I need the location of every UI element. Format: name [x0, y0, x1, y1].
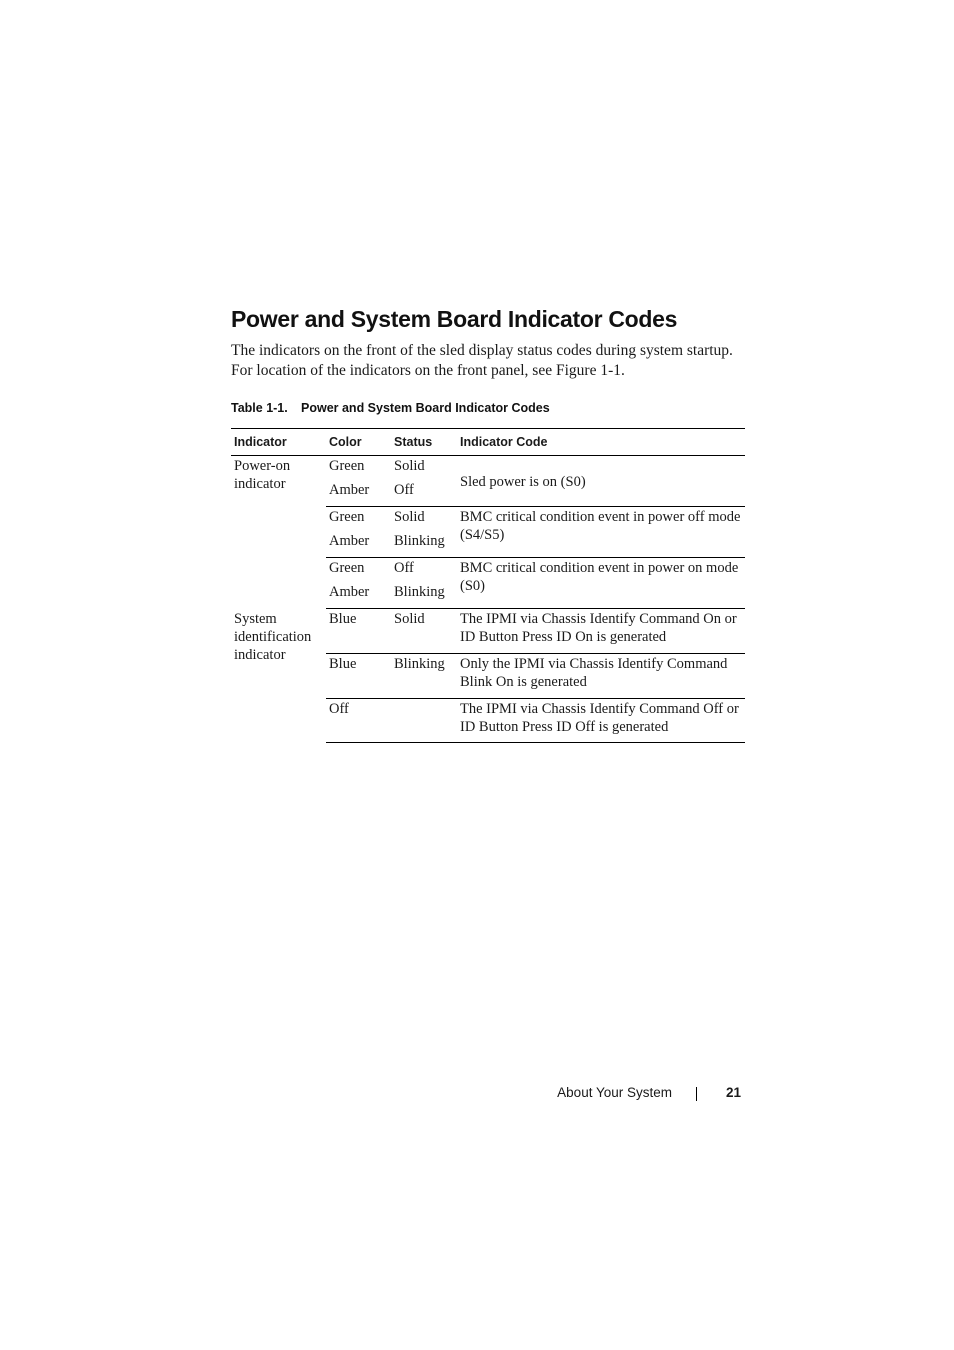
cell-indicator-code: BMC critical condition event in power off mode (S4/S5) — [457, 507, 745, 558]
cell-status: Off — [391, 558, 457, 584]
cell-color: Green — [326, 558, 391, 584]
cell-color: Blue — [326, 609, 391, 654]
cell-indicator: Power-on indicator — [234, 458, 291, 492]
page-footer — [520, 1083, 742, 1103]
header-indicator-code: Indicator Code — [457, 429, 745, 456]
intro-paragraph: The indicators on the front of the sled display status codes during system startup. For location of the indicators on the front panel, see Figure 1-1. — [231, 342, 733, 379]
cell-status: Blinking — [394, 533, 445, 549]
indicator-codes-table — [231, 428, 745, 743]
cell-color: Blue — [326, 654, 391, 699]
cell-indicator-code: The IPMI via Chassis Identify Command On or ID Button Press ID On is generated — [457, 609, 745, 654]
footer-divider — [696, 1087, 697, 1101]
table-caption-number: Table 1-1. — [231, 401, 288, 415]
cell-indicator: System identification indicator — [234, 610, 312, 663]
cell-status: Blinking — [391, 654, 457, 699]
cell-status: Off — [394, 482, 414, 498]
cell-color: Amber — [329, 584, 370, 600]
cell-color: Amber — [329, 533, 370, 549]
footer-section-title: About Your System — [557, 1085, 672, 1100]
table-row — [231, 609, 745, 654]
cell-status: Solid — [391, 609, 457, 654]
cell-indicator-code: Only the IPMI via Chassis Identify Command Blink On is generated — [457, 654, 745, 699]
cell-status: Solid — [391, 507, 457, 533]
table-caption — [231, 399, 550, 417]
cell-indicator-code: Sled power is on (S0) — [460, 473, 586, 490]
cell-color: Amber — [329, 482, 370, 498]
cell-color: Green — [329, 458, 365, 474]
cell-color: Off — [326, 699, 391, 743]
cell-indicator-code: BMC critical condition event in power on mode (S0) — [457, 558, 745, 609]
header-status: Status — [391, 429, 457, 456]
table-header-row — [231, 429, 745, 456]
table-row — [231, 456, 745, 482]
header-indicator: Indicator — [231, 429, 326, 456]
section-title: Power and System Board Indicator Codes — [231, 306, 678, 332]
cell-indicator-code: The IPMI via Chassis Identify Command Off or ID Button Press ID Off is generated — [457, 699, 745, 743]
page-number: 21 — [725, 1085, 741, 1100]
header-color: Color — [326, 429, 391, 456]
table-caption-title: Power and System Board Indicator Codes — [301, 401, 550, 415]
cell-status — [391, 699, 457, 743]
cell-color: Green — [326, 507, 391, 533]
cell-status: Solid — [394, 458, 425, 474]
cell-status: Blinking — [394, 584, 445, 600]
